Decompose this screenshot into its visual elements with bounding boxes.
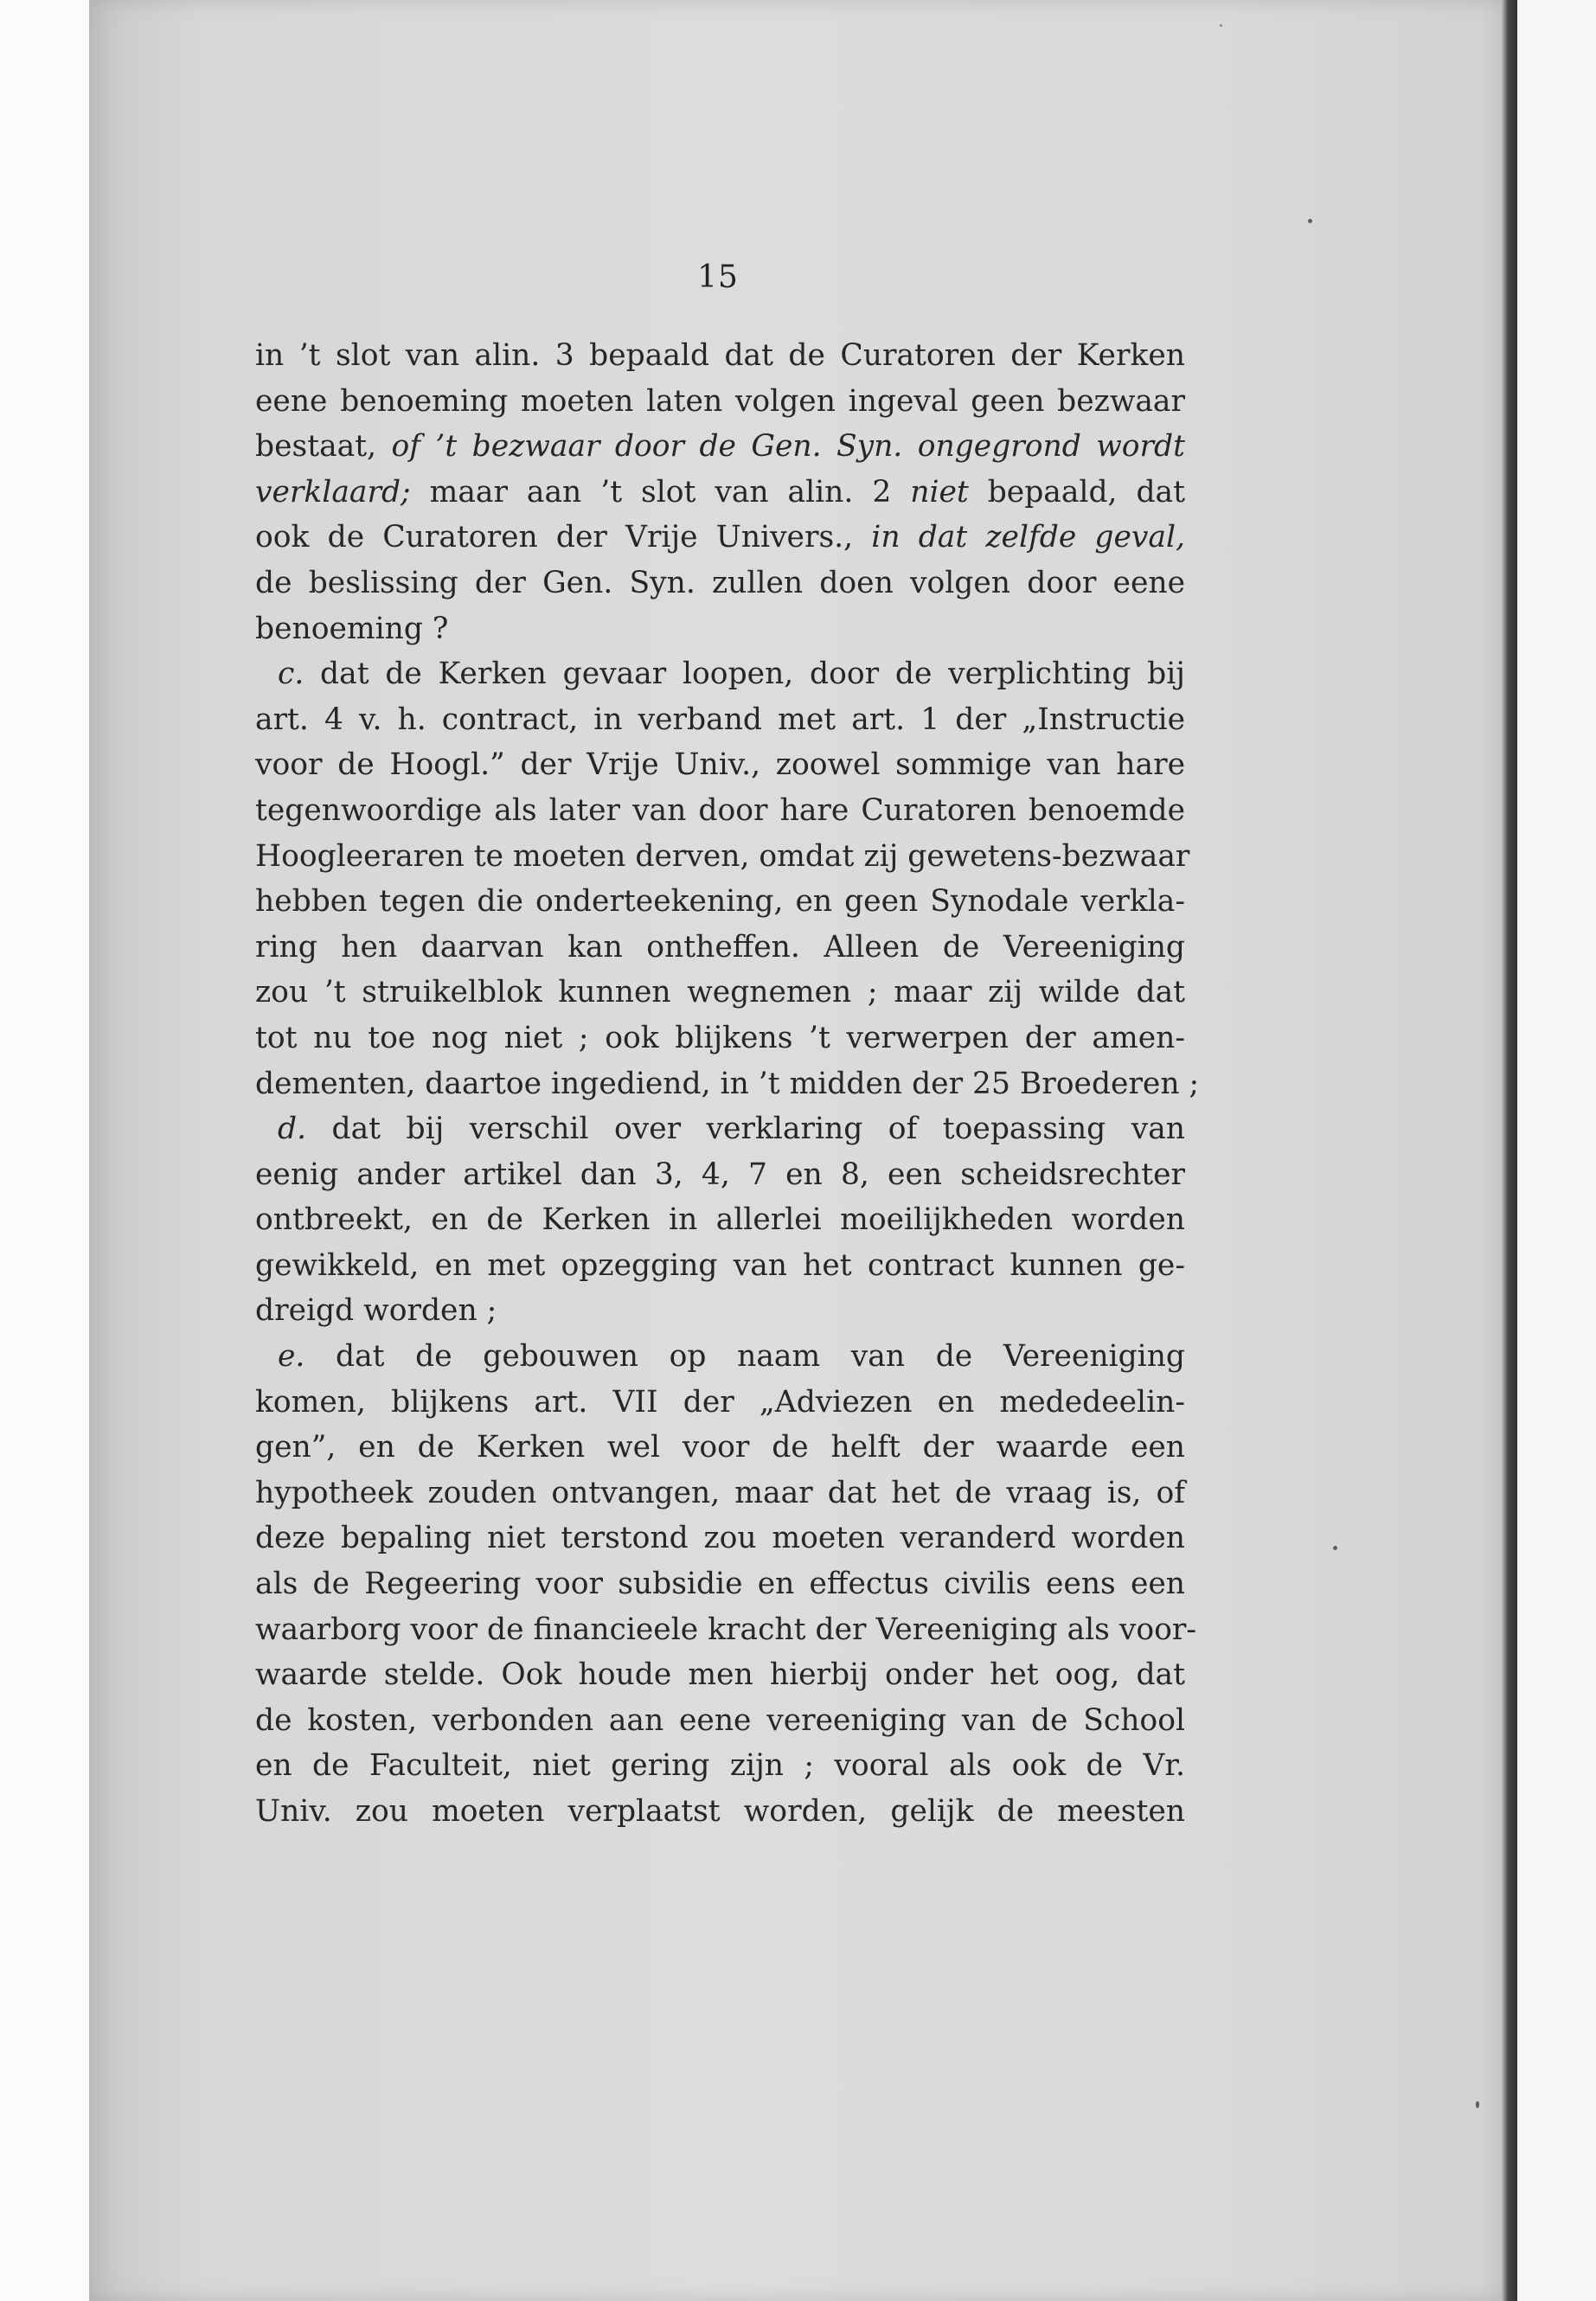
scan-right-margin xyxy=(1517,0,1596,2301)
text-line xyxy=(255,606,1185,652)
text-segment: en de Faculteit, niet gering zijn ; vooral als ook de Vr. xyxy=(255,1748,1185,1784)
body-text xyxy=(255,333,1200,1835)
text-segment: als de Regeering voor subsidie en effectus civilis eens een xyxy=(255,1567,1185,1602)
text-segment: maar aan ’t slot van alin. 2 xyxy=(410,474,911,510)
text-segment: waarborg voor de financieele kracht der Vereeniging als voor- xyxy=(255,1612,1197,1647)
text-segment: dementen, daartoe ingediend, in ’t midden der 25 Broederen ; xyxy=(255,1066,1200,1101)
text-line xyxy=(255,1106,1185,1152)
italic-text: niet xyxy=(910,474,969,510)
text-line xyxy=(255,470,1185,516)
text-segment: benoeming ? xyxy=(255,611,449,646)
text-line xyxy=(255,333,1185,379)
text-line xyxy=(255,1789,1185,1835)
text-segment: eene benoeming moeten laten volgen ingeval geen bezwaar xyxy=(255,383,1185,419)
text-segment: deze bepaling niet terstond zou moeten veranderd worden xyxy=(255,1521,1185,1556)
text-line xyxy=(255,742,1185,788)
text-segment: art. 4 v. h. contract, in verband met art. 1 der „Instructie xyxy=(255,702,1185,737)
text-segment: dreigd worden ; xyxy=(255,1293,497,1329)
text-line xyxy=(255,1743,1185,1789)
italic-text: of ’t bezwaar door de Gen. Syn. ongegrond wordt xyxy=(391,429,1185,465)
text-line xyxy=(255,1561,1185,1607)
italic-text: c. xyxy=(278,657,304,692)
text-segment: dat de Kerken gevaar loopen, door de verplichting bij xyxy=(304,657,1185,692)
text-segment: in ’t slot van alin. 3 bepaald dat de Curatoren der Kerken xyxy=(255,338,1185,373)
text-line xyxy=(255,1516,1185,1561)
text-line xyxy=(255,1016,1185,1061)
text-segment: bestaat, xyxy=(255,429,392,465)
text-line xyxy=(255,1380,1185,1426)
text-segment: tegenwoordige als later van door hare Curatoren benoemde xyxy=(255,792,1185,828)
paper-speck xyxy=(1476,2101,1479,2108)
text-line xyxy=(255,1197,1185,1243)
text-line xyxy=(255,970,1185,1016)
text-segment: gen”, en de Kerken wel voor de helft der waarde een xyxy=(255,1430,1185,1465)
text-line xyxy=(255,697,1185,743)
text-line xyxy=(255,379,1185,425)
text-segment: dat bij verschil over verklaring of toepassing van xyxy=(306,1112,1185,1147)
text-segment: waarde stelde. Ook houde men hierbij onder het oog, dat xyxy=(255,1657,1185,1693)
text-line xyxy=(255,1152,1185,1198)
text-line xyxy=(255,1471,1185,1516)
text-segment: Univ. zou moeten verplaatst worden, gelijk de meesten xyxy=(255,1794,1185,1829)
text-line xyxy=(255,1288,1185,1334)
italic-text: d. xyxy=(278,1112,307,1147)
text-line xyxy=(255,561,1185,606)
text-segment: hypotheek zouden ontvangen, maar dat het de vraag is, of xyxy=(255,1475,1185,1510)
text-segment: de beslissing der Gen. Syn. zullen doen volgen door eene xyxy=(255,565,1185,600)
text-segment: ook de Curatoren der Vrije Univers., xyxy=(255,520,872,555)
text-line xyxy=(255,834,1190,880)
italic-text: verklaard; xyxy=(255,474,411,510)
paper-speck xyxy=(1220,24,1222,27)
page-number: 15 xyxy=(697,260,739,295)
text-line xyxy=(255,1425,1185,1471)
text-line xyxy=(255,1652,1185,1698)
paper-speck xyxy=(1333,1546,1337,1550)
text-segment: eenig ander artikel dan 3, 4, 7 en 8, een scheidsrechter xyxy=(255,1157,1185,1192)
italic-text: e. xyxy=(278,1339,305,1375)
text-segment: zou ’t struikelblok kunnen wegnemen ; maar zij wilde dat xyxy=(255,975,1185,1010)
text-line xyxy=(255,879,1185,925)
text-line xyxy=(255,788,1185,834)
text-line xyxy=(255,1061,1200,1107)
scan-left-margin xyxy=(0,0,89,2301)
text-line xyxy=(255,515,1185,561)
text-line xyxy=(255,424,1185,470)
text-segment: tot nu toe nog niet ; ook blijkens ’t verwerpen der amen- xyxy=(255,1020,1185,1055)
text-segment: ring hen daarvan kan ontheffen. Alleen de Vereeniging xyxy=(255,929,1185,965)
text-line xyxy=(255,1243,1185,1289)
text-line xyxy=(255,1607,1197,1653)
text-line xyxy=(255,1698,1185,1744)
page-edge-shadow xyxy=(1502,0,1517,2301)
text-line xyxy=(255,925,1185,971)
text-segment: bepaald, dat xyxy=(968,474,1185,510)
text-segment: dat de gebouwen op naam van de Vereeniging xyxy=(304,1339,1185,1375)
text-segment: ontbreekt, en de Kerken in allerlei moeilijkheden worden xyxy=(255,1202,1185,1238)
text-line xyxy=(255,1334,1185,1380)
text-segment: de kosten, verbonden aan eene vereeniging van de School xyxy=(255,1702,1185,1738)
text-segment: voor de Hoogl.” der Vrije Univ., zoowel sommige van hare xyxy=(255,747,1185,783)
text-segment: Hoogleeraren te moeten derven, omdat zij gewetens-bezwaar xyxy=(255,838,1190,874)
text-segment: gewikkeld, en met opzegging van het contract kunnen ge- xyxy=(255,1247,1185,1283)
text-line xyxy=(255,651,1185,697)
italic-text: in dat zelfde geval, xyxy=(871,520,1185,555)
text-segment: komen, blijkens art. VII der „Adviezen en mededeelin- xyxy=(255,1384,1185,1420)
paper-speck xyxy=(1308,219,1312,223)
text-segment: hebben tegen die onderteekening, en geen Synodale verkla- xyxy=(255,884,1185,920)
